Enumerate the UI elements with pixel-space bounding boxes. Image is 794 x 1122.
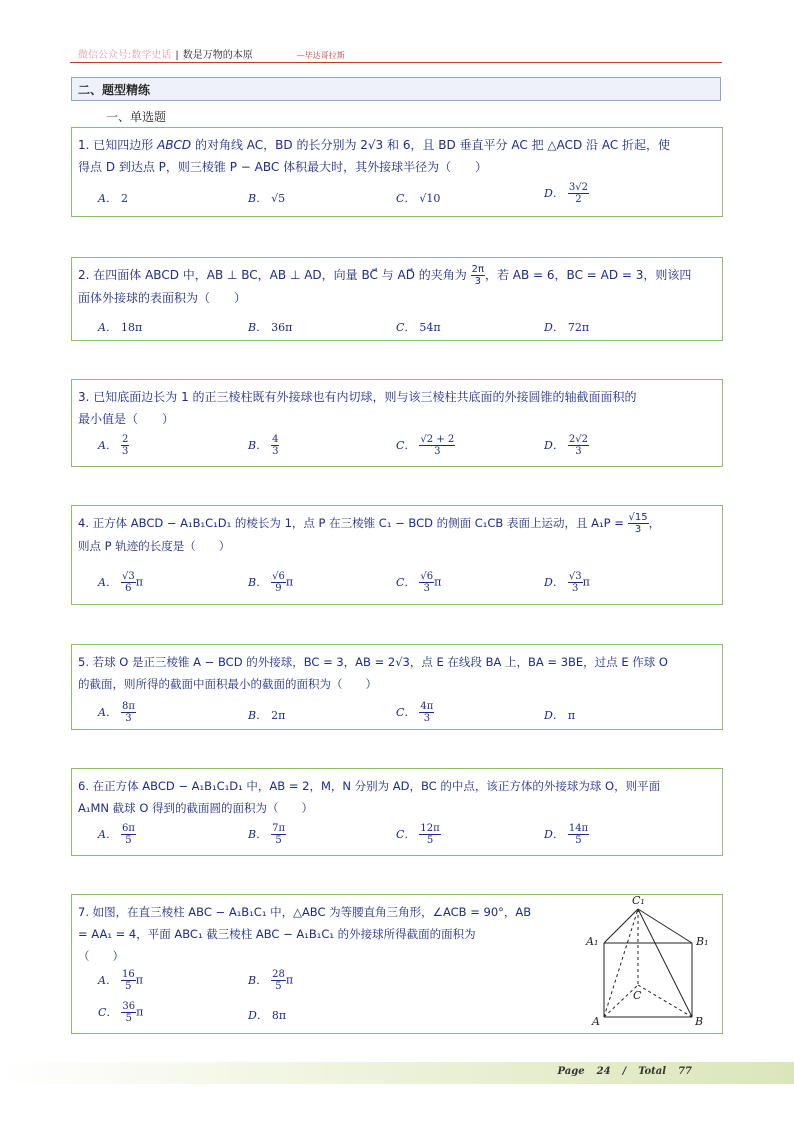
option-d[interactable] <box>544 434 589 457</box>
option-suffix: π <box>136 1005 144 1019</box>
stem-text: 如图，在直三棱柱 ABC − A₁B₁C₁ 中，△ABC 为等腰直角三角形，∠ACB = 90°，AB <box>92 905 532 919</box>
fraction <box>419 701 434 724</box>
fraction-denominator: 6 <box>125 583 132 594</box>
option-label: A． <box>98 827 117 841</box>
fraction <box>121 701 136 724</box>
fraction-denominator: 3 <box>474 276 481 287</box>
fraction <box>121 434 129 457</box>
header-title: 数是万物的本原 <box>182 50 253 61</box>
option-c[interactable] <box>396 319 441 335</box>
label-c1: C₁ <box>632 894 645 907</box>
question-stem <box>78 651 716 695</box>
option-label: D． <box>544 438 564 452</box>
fraction <box>121 969 136 992</box>
option-text: √10 <box>419 192 441 205</box>
question-number: 1. <box>78 138 90 152</box>
stem-text: 面体外接球的表面积为（ ） <box>78 291 247 305</box>
option-label: A． <box>98 973 117 987</box>
option-label: C． <box>396 438 416 452</box>
fraction-numerator: 4π <box>420 701 434 712</box>
fraction <box>271 571 286 594</box>
option-label: B． <box>248 438 268 452</box>
section-title: 二、题型精练 <box>71 77 721 101</box>
fraction <box>419 823 440 846</box>
label-a1: A₁ <box>586 935 599 948</box>
question-stem <box>78 386 716 430</box>
fraction-numerator: 14π <box>568 823 589 834</box>
fraction-numerator: 28 <box>272 969 285 980</box>
stem-text: ABCD <box>157 138 192 152</box>
option-label: D． <box>544 709 564 722</box>
question-number: 3. <box>78 390 90 404</box>
option-d[interactable] <box>544 319 589 335</box>
fraction <box>121 571 136 594</box>
fraction-numerator: 12π <box>420 823 440 834</box>
option-suffix: π <box>285 973 294 987</box>
stem-text: 则点 P 轨迹的长度是（ ） <box>78 539 231 553</box>
option-label: D． <box>544 321 564 334</box>
fraction-denominator: 5 <box>125 1013 132 1024</box>
option-d[interactable] <box>544 182 589 205</box>
option-d[interactable] <box>544 823 589 846</box>
question-stem <box>78 901 572 967</box>
stem-text: = AA₁ = 4，平面 ABC₁ 截三棱柱 ABC − A₁B₁C₁ 的外接球所得截面的面积为 <box>78 927 476 941</box>
option-c[interactable] <box>98 1001 143 1024</box>
option-label: C． <box>98 1005 118 1019</box>
stem-text: A₁MN 截球 O 得到的截面圆的面积为（ ） <box>78 801 314 815</box>
option-text: 2π <box>271 709 286 722</box>
question-stem <box>78 512 716 557</box>
option-label: D． <box>544 186 564 200</box>
stem-text: 最小值是（ ） <box>78 412 175 426</box>
option-d[interactable] <box>248 1007 286 1023</box>
fraction-denominator: 5 <box>275 981 282 992</box>
option-d[interactable] <box>544 571 590 594</box>
option-suffix: π <box>582 575 590 589</box>
option-label: C． <box>396 705 416 719</box>
fraction <box>121 823 136 846</box>
edge-a1c1 <box>604 909 638 943</box>
page-footer <box>552 1066 698 1077</box>
option-label: B． <box>248 709 268 722</box>
fraction-numerator: 4 <box>272 434 279 445</box>
option-a[interactable] <box>98 571 143 594</box>
option-label: D． <box>248 1009 268 1022</box>
stem-text: 已知底面边长为 1 的正三棱柱既有外接球也有内切球，则与该三棱柱共底面的外接圆锥的轴截面面积的 <box>93 390 637 404</box>
option-label: B． <box>248 575 268 589</box>
fraction <box>568 182 589 205</box>
fraction-numerator: 2π <box>471 264 484 275</box>
option-d[interactable] <box>544 707 575 723</box>
option-label: A． <box>98 192 117 205</box>
option-c[interactable] <box>396 823 441 846</box>
question-stem <box>78 775 716 819</box>
total-label: Total <box>638 1066 667 1077</box>
option-label: B． <box>248 192 268 205</box>
option-text: 36π <box>271 321 293 334</box>
option-text: 8π <box>271 1009 287 1022</box>
fraction <box>271 969 286 992</box>
option-label: C． <box>396 575 416 589</box>
question-number: 4. <box>78 516 89 530</box>
option-suffix: π <box>434 575 442 589</box>
option-b[interactable] <box>248 434 279 457</box>
stem-text: 在正方体 ABCD − A₁B₁C₁D₁ 中，AB = 2，M，N 分别为 AD，BC 的中点，该正方体的外接球为球 O，则平面 <box>92 779 661 793</box>
question-stem <box>78 264 716 309</box>
option-a[interactable] <box>98 190 128 206</box>
option-text: π <box>567 709 576 722</box>
stem-text: 正方体 ABCD − A₁B₁C₁D₁ 的棱长为 1，点 P 在三棱锥 C₁ − BCD 的侧面 C₁CB 表面上运动，且 A₁P = <box>92 516 628 530</box>
option-c[interactable] <box>396 434 455 457</box>
question-number: 7. <box>78 905 89 919</box>
option-label: C． <box>396 321 416 334</box>
option-suffix: π <box>285 575 294 589</box>
fraction-denominator: 3 <box>423 713 431 724</box>
question-2 <box>71 257 723 341</box>
option-label: D． <box>544 575 564 589</box>
fraction-denominator: 5 <box>426 835 434 846</box>
option-label: A． <box>98 438 117 452</box>
fraction-denominator: 5 <box>125 835 132 846</box>
fraction-denominator: 9 <box>275 583 282 594</box>
option-text: 18π <box>120 321 143 334</box>
fraction <box>121 1001 136 1024</box>
option-b[interactable] <box>248 823 286 846</box>
fraction-denominator: 3 <box>575 446 582 457</box>
stem-text: 在四面体 ABCD 中，AB ⊥ BC，AB ⊥ AD，向量 BC⃗ 与 AD⃗ 的夹角为 <box>93 268 471 282</box>
total-pages: 77 <box>678 1066 692 1077</box>
option-c[interactable] <box>396 190 440 206</box>
option-c[interactable] <box>396 571 441 594</box>
fraction-denominator: 3 <box>272 446 279 457</box>
option-label: A． <box>98 321 117 334</box>
subsection-title: 一、单选题 <box>106 110 167 124</box>
footer-slash: / <box>622 1066 627 1077</box>
option-label: A． <box>98 575 117 589</box>
option-text: 54π <box>419 321 441 334</box>
question-number: 6. <box>78 779 89 793</box>
fraction-denominator: 3 <box>125 713 132 724</box>
option-text: 72π <box>567 321 590 334</box>
fraction-denominator: 3 <box>423 583 430 594</box>
fraction-numerator: √6 <box>420 571 434 582</box>
fraction <box>568 823 589 846</box>
question-6 <box>71 768 723 856</box>
question-3 <box>71 379 723 467</box>
header-rule <box>70 62 722 63</box>
option-c[interactable] <box>396 701 434 724</box>
option-text: √5 <box>271 192 286 205</box>
question-1 <box>71 127 723 217</box>
fraction-denominator: 5 <box>575 835 582 846</box>
option-b[interactable] <box>248 707 285 723</box>
fraction-numerator: 7π <box>272 823 286 834</box>
stem-text: 已知四边形 <box>93 138 158 152</box>
stem-text: ，若 AB = 6，BC = AD = 3，则该四 <box>484 268 692 282</box>
prism-figure <box>584 893 720 1033</box>
fraction-denominator: 3 <box>634 524 642 535</box>
fraction-numerator: √6 <box>272 571 285 582</box>
fraction-denominator: 2 <box>575 194 582 205</box>
fraction <box>628 512 649 535</box>
fraction <box>419 571 434 594</box>
label-b: B <box>695 1015 704 1028</box>
option-label: D． <box>544 827 564 841</box>
option-a[interactable] <box>98 701 136 724</box>
fraction-numerator: 3√2 <box>568 182 588 193</box>
option-suffix: π <box>135 973 143 987</box>
option-a[interactable] <box>98 434 129 457</box>
fraction-numerator: 8π <box>121 701 135 712</box>
fraction-denominator: 3 <box>434 446 441 457</box>
fraction <box>471 264 485 287</box>
fraction <box>271 434 279 457</box>
fraction-numerator: 16 <box>121 969 135 980</box>
option-label: B． <box>248 973 268 987</box>
question-number: 2. <box>78 268 90 282</box>
option-b[interactable] <box>248 969 293 992</box>
fraction-denominator: 3 <box>121 446 129 457</box>
header-author: —毕达哥拉斯 <box>296 51 345 60</box>
fraction <box>568 571 583 594</box>
fraction-numerator: √2 + 2 <box>420 434 455 445</box>
option-suffix: π <box>135 575 143 589</box>
option-label: B． <box>248 321 268 334</box>
option-label: C． <box>396 192 416 205</box>
option-b[interactable] <box>248 571 293 594</box>
question-7 <box>71 894 723 1034</box>
page-header <box>78 46 345 61</box>
fraction <box>568 434 589 457</box>
stem-text: 的截面，则所得的截面中面积最小的截面的面积为（ ） <box>78 677 377 691</box>
question-stem <box>78 134 716 178</box>
label-b1: B₁ <box>696 935 709 948</box>
label-c: C <box>633 989 642 1002</box>
question-5 <box>71 644 723 730</box>
fraction <box>271 823 286 846</box>
option-label: B． <box>248 827 268 841</box>
option-b[interactable] <box>248 319 292 335</box>
fraction-numerator: 2 <box>121 434 129 445</box>
fraction-denominator: 3 <box>572 583 579 594</box>
question-number: 5. <box>78 655 89 669</box>
option-text: 2 <box>120 192 128 205</box>
fraction-numerator: √15 <box>628 512 648 523</box>
fraction-numerator: √3 <box>121 571 135 582</box>
option-label: A． <box>98 705 117 719</box>
fraction-numerator: 36 <box>122 1001 136 1012</box>
option-b[interactable] <box>248 190 285 206</box>
fraction-numerator: 2√2 <box>568 434 588 445</box>
stem-text: （ ） <box>78 949 124 963</box>
option-a[interactable] <box>98 319 142 335</box>
stem-text: 的对角线 AC，BD 的长分别为 2√3 和 6，且 BD 垂直平分 AC 把 △ACD 沿 AC 折起，使 <box>191 138 671 152</box>
option-label: C． <box>396 827 416 841</box>
question-4 <box>71 505 723 605</box>
page-number: 24 <box>596 1066 611 1077</box>
fraction-numerator: 6π <box>121 823 135 834</box>
stem-text: ， <box>648 516 661 530</box>
header-separator: | <box>175 50 179 61</box>
stem-text: 得点 D 到达点 P，则三棱锥 P − ABC 体积最大时，其外接球半径为（ ） <box>78 160 488 174</box>
fraction-numerator: √3 <box>568 571 582 582</box>
label-a: A <box>592 1015 600 1028</box>
option-a[interactable] <box>98 823 136 846</box>
page-label: Page <box>557 1066 585 1077</box>
fraction-denominator: 5 <box>125 981 132 992</box>
fraction-denominator: 5 <box>275 835 282 846</box>
stem-text: 若球 O 是正三棱锥 A − BCD 的外接球，BC = 3，AB = 2√3，点 E 在线段 BA 上，BA = 3BE，过点 E 作球 O <box>92 655 668 669</box>
fraction <box>419 434 455 457</box>
option-a[interactable] <box>98 969 143 992</box>
wechat-label: 微信公众号:数学史话 <box>78 50 172 61</box>
